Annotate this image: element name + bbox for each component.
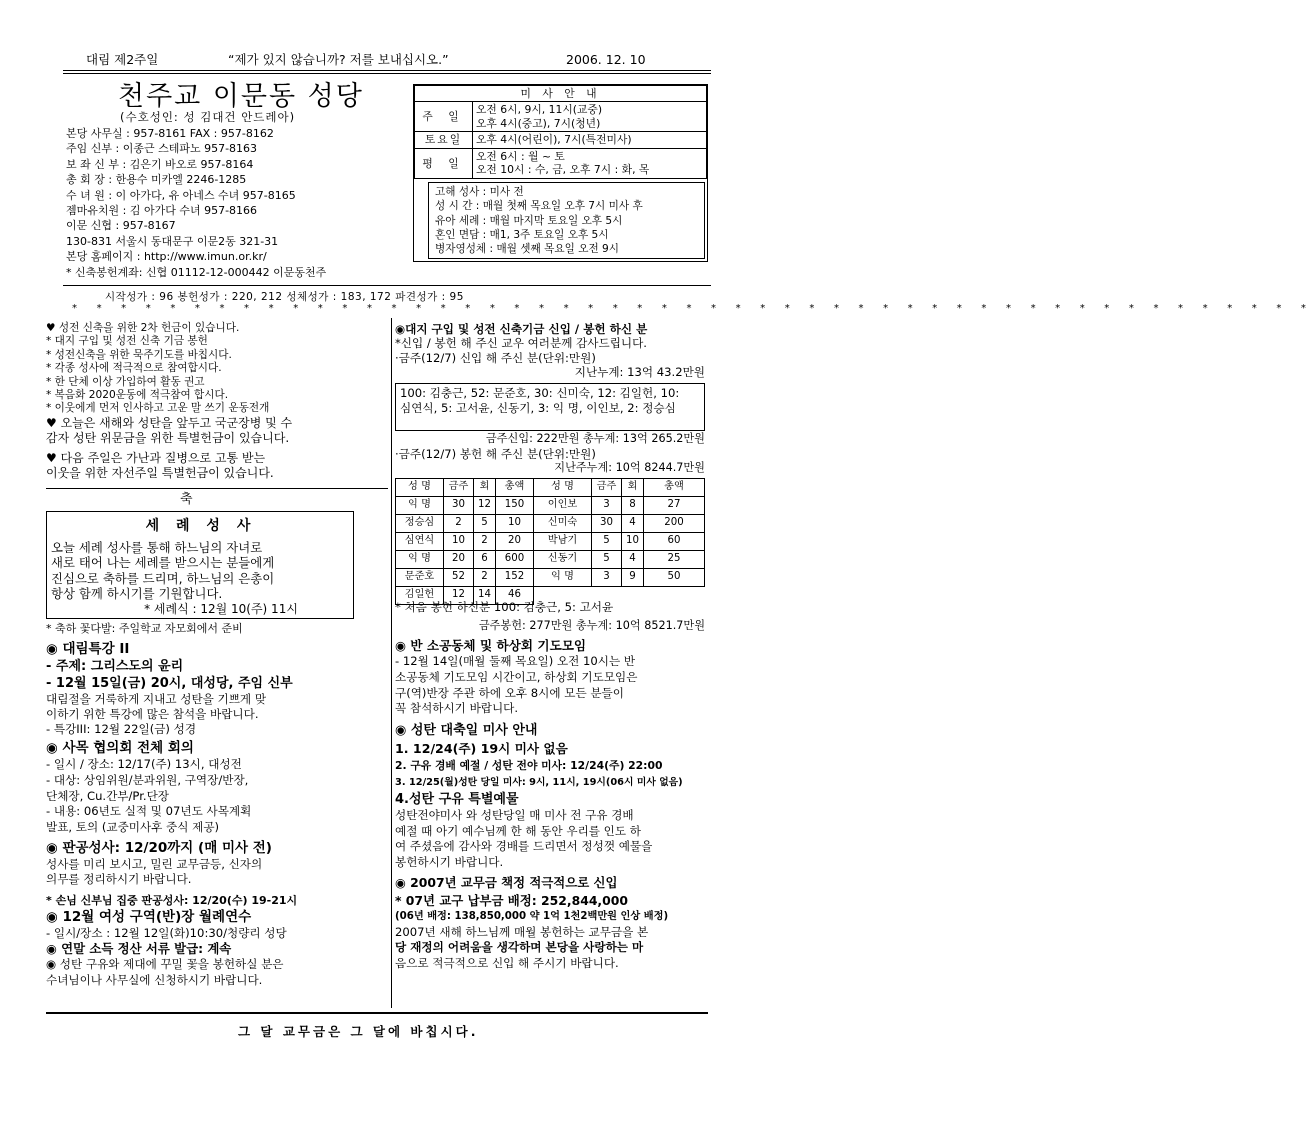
council-line: - 대상: 상임위원/분과위원, 구역장/반장, xyxy=(46,772,249,787)
table-cell: 30 xyxy=(592,515,622,533)
table-cell: 2 xyxy=(474,569,496,587)
table-cell: 46 xyxy=(496,587,534,605)
table-cell: 12 xyxy=(474,497,496,515)
bulletin-date: 2006. 12. 10 xyxy=(566,52,646,67)
notice-line: 감자 성탄 위문금을 위한 특별헌금이 있습니다. xyxy=(46,431,290,446)
table-cell: 이인보 xyxy=(534,497,592,515)
table-cell: 정승심 xyxy=(396,515,444,533)
sacrament-line: 고해 성사 : 미사 전 xyxy=(435,185,524,198)
table-cell: 9 xyxy=(622,569,644,587)
baptism-box xyxy=(46,511,354,619)
offer-total: 지난주누계: 10억 8244.7만원 xyxy=(554,461,705,474)
prayer-line: 꼭 참석하시기 바랍니다. xyxy=(395,701,519,716)
hymn-numbers: 시작성가 : 96 봉헌성가 : 220, 212 성체성가 : 183, 172 파견성가 : 95 xyxy=(105,291,464,303)
flowers-note: * 축하 꽃다발: 주일학교 자모회에서 준비 xyxy=(46,622,243,635)
table-cell: 10 xyxy=(496,515,534,533)
staff-line: 보 좌 신 부 : 김은기 바오로 957-8164 xyxy=(66,157,254,171)
baptism-title: 세 례 성 사 xyxy=(145,518,257,534)
women-line: - 일시/장소 : 12월 12일(화)10:30/청량리 성당 xyxy=(46,925,287,940)
liturgical-week: 대림 제2주일 xyxy=(86,52,159,67)
notice-line: ♥ 성전 신축을 위한 2차 헌금이 있습니다. xyxy=(46,322,240,334)
header-rule-2 xyxy=(63,73,711,74)
xmas-line: 1. 12/24(주) 19시 미사 없음 xyxy=(395,741,568,757)
table-cell: 4 xyxy=(622,515,644,533)
staff-line: 젬마유치원 : 김 아가다 수녀 957-8166 xyxy=(66,204,258,218)
table-cell: 익 명 xyxy=(534,569,592,587)
table-cell: 심연식 xyxy=(396,533,444,551)
gift-line: 봉헌하시기 바랍니다. xyxy=(395,854,504,869)
table-cell: 50 xyxy=(644,569,705,587)
table-row xyxy=(396,515,705,533)
new-donors-box: 100: 김충근, 52: 문준호, 30: 신미숙, 12: 김일헌, 10: 심연식, 5: 고서윤, 신동기, 3: 익 명, 이인보, 2: 정승심 xyxy=(395,383,705,431)
sacrament-line: 성 시 간 : 매월 첫째 목요일 오후 7시 미사 후 xyxy=(435,200,643,213)
xmas-line: 4.성탄 구유 특별예물 xyxy=(395,792,519,808)
staff-directory xyxy=(66,126,411,280)
table-cell: 152 xyxy=(496,569,534,587)
table-cell: 5 xyxy=(592,533,622,551)
table-cell: 6 xyxy=(474,551,496,569)
notice-line: * 각종 성사에 적극적으로 참여합시다. xyxy=(46,362,222,375)
sacrament-line: 병자영성체 : 매월 셋째 목요일 오전 9시 xyxy=(435,243,620,256)
council-title: ◉ 사목 협의회 전체 회의 xyxy=(46,740,194,756)
table-cell: 2 xyxy=(444,515,474,533)
table-cell: 60 xyxy=(644,533,705,551)
prayer-line: - 12월 14일(매월 둘째 목요일) 오전 10시는 반 xyxy=(395,654,636,668)
first-offer: * 처음 봉헌 하신분 100: 김충근, 5: 고서윤 xyxy=(395,600,614,614)
table-header: 금주 xyxy=(444,479,474,497)
table-cell: 2 xyxy=(474,533,496,551)
table-cell: 5 xyxy=(474,515,496,533)
notice-line: 이웃을 위한 자선주일 특별헌금이 있습니다. xyxy=(46,466,274,481)
women-title: ◉ 12월 여성 구역(반)장 월례연수 xyxy=(46,908,252,925)
mass-time: 오후 4시(중고), 7시(청년) xyxy=(476,116,601,130)
land-title: ◉대지 구입 및 성전 신축기금 신입 / 봉헌 하신 분 xyxy=(395,322,648,336)
tax-line: 수녀님이나 사무실에 신청하시기 바랍니다. xyxy=(46,972,263,987)
prayer-title: ◉ 반 소공동체 및 하상회 기도모임 xyxy=(395,638,587,653)
congrats-label: 축 xyxy=(180,492,193,507)
table-header: 성 명 xyxy=(396,479,444,497)
mass-day: 평 일 xyxy=(415,148,473,178)
notice-line: ♥ 오늘은 새해와 성탄을 앞두고 국군장병 및 수 xyxy=(46,415,293,430)
table-cell: 10 xyxy=(622,533,644,551)
council-line: 발표, 토의 (교중미사후 중식 제공) xyxy=(46,820,220,835)
confession-line: 성사를 미리 보시고, 밀린 교무금등, 신자의 xyxy=(46,856,263,871)
table-header: 총액 xyxy=(644,479,705,497)
council-line: - 일시 / 장소: 12/17(주) 13시, 대성전 xyxy=(46,757,242,771)
tax-title: ◉ 연말 소득 정산 서류 발급: 계속 xyxy=(46,941,232,957)
staff-line: 본당 홈페이지 : http://www.imun.or.kr/ xyxy=(66,250,267,264)
table-cell: 200 xyxy=(644,515,705,533)
offer-line: ·금주(12/7) 봉헌 해 주신 분(단위:만원) xyxy=(395,446,596,461)
table-header: 성 명 xyxy=(534,479,592,497)
left-column-lower xyxy=(46,622,392,988)
table-header: 총액 xyxy=(496,479,534,497)
table-cell: 27 xyxy=(644,497,705,515)
dues-line: 당 재정의 어려움을 생각하며 본당을 사랑하는 마 xyxy=(395,940,644,955)
table-cell: 문준호 xyxy=(396,569,444,587)
column-divider xyxy=(391,318,392,1008)
prayer-line: 소공동체 기도모임 시간이고, 하상회 기도모임은 xyxy=(395,669,638,684)
baptism-line: 새로 태어 나는 세례를 받으시는 분들에게 xyxy=(51,555,275,570)
table-cell: 3 xyxy=(592,569,622,587)
advent-line: - 특강III: 12월 22일(금) 성경 xyxy=(46,722,197,736)
confession-line: 의무를 정리하시기 바랍니다. xyxy=(46,872,192,887)
section-rule xyxy=(63,285,711,286)
gift-line: 예절 때 아기 예수님께 한 해 동안 우리를 인도 하 xyxy=(395,823,641,838)
council-line: - 내용: 06년도 실적 및 07년도 사목계획 xyxy=(46,804,252,819)
table-row xyxy=(396,551,705,569)
notice-line: * 성전신축을 위한 묵주기도를 바칩시다. xyxy=(46,348,232,361)
advent-line: 대림절을 거룩하게 지내고 성탄을 기쁘게 맞 xyxy=(46,692,267,706)
table-cell: 30 xyxy=(444,497,474,515)
advent-line: - 12월 15일(금) 20시, 대성당, 주임 신부 xyxy=(46,676,293,691)
mass-time: 오전 6시, 9시, 11시(교중) xyxy=(476,103,603,117)
table-cell: 10 xyxy=(444,533,474,551)
offer-sum: 금주봉헌: 277만원 총누계: 10억 8521.7만원 xyxy=(478,619,705,632)
table-cell: 5 xyxy=(592,551,622,569)
staff-line: 주임 신부 : 이종근 스테파노 957-8163 xyxy=(66,142,258,156)
left-column xyxy=(46,322,392,482)
baptism-line: 항상 함께 하시기를 기원합니다. xyxy=(51,586,223,601)
star-divider: * * * * * * * * * * * * * * * * * * * * * * * * * * * * * * * * * * * * * * * * * * * * * * * * * * * xyxy=(72,303,1314,314)
table-cell: 14 xyxy=(474,587,496,605)
advent-title: ◉ 대림특강 II xyxy=(46,641,130,657)
xmas-line: 3. 12/25(월)성탄 당일 미사: 9시, 11시, 19시(06시 미사 없음) xyxy=(395,777,683,789)
dues-line: * 07년 교구 납부금 배정: 252,844,000 xyxy=(395,892,629,908)
mass-day: 토요일 xyxy=(415,132,473,148)
guest-priest-note: * 손님 신부님 집중 판공성사: 12/20(수) 19-21시 xyxy=(46,893,298,907)
parish-title: 천주교 이문동 성당 xyxy=(118,81,364,112)
table-cell: 25 xyxy=(644,551,705,569)
land-line: *신입 / 봉헌 해 주신 교우 여러분께 감사드립니다. xyxy=(395,336,647,350)
staff-line: 수 녀 원 : 이 아가다, 유 아네스 수녀 957-8165 xyxy=(66,188,296,202)
table-cell: 20 xyxy=(496,533,534,551)
table-row xyxy=(396,569,705,587)
mass-caption: 미 사 안 내 xyxy=(415,86,707,102)
footer-slogan: 그 달 교무금은 그 달에 바칩시다. xyxy=(238,1024,479,1039)
mass-day: 주 일 xyxy=(415,102,473,132)
table-row xyxy=(396,497,705,515)
advent-line: - 주제: 그리스도의 윤리 xyxy=(46,659,184,674)
dues-line: 2007년 새해 하느님께 매월 봉헌하는 교무금을 본 xyxy=(395,924,649,939)
table-cell: 익 명 xyxy=(396,551,444,569)
sacrament-line: 혼인 면담 : 매1, 3주 토요일 오후 5시 xyxy=(435,228,609,241)
staff-line: 본당 사무실 : 957-8161 FAX : 957-8162 xyxy=(66,127,274,140)
weekly-quote: “제가 있지 않습니까? 저를 보내십시오.” xyxy=(228,52,449,67)
xmas-line: 2. 구유 경배 예절 / 성탄 전야 미사: 12/24(주) 22:00 xyxy=(395,759,663,773)
table-cell: 신미숙 xyxy=(534,515,592,533)
table-header: 금주 xyxy=(592,479,622,497)
table-cell: 익 명 xyxy=(396,497,444,515)
sacrament-schedule xyxy=(428,182,705,259)
table-cell: 박남기 xyxy=(534,533,592,551)
staff-line: * 신축봉헌계좌: 신협 01112-12-000442 이문동천주 xyxy=(66,265,327,279)
table-cell: 3 xyxy=(592,497,622,515)
right-column-lower xyxy=(395,600,705,971)
land-total: 지난누계: 13억 43.2만원 xyxy=(574,365,705,379)
sacrament-line: 유아 세례 : 매월 마지막 토요일 오후 5시 xyxy=(435,214,623,227)
notice-line: * 이웃에게 먼저 인사하고 고운 말 쓰기 운동전개 xyxy=(46,402,270,415)
table-cell: 12 xyxy=(444,587,474,605)
footer-rule xyxy=(46,1012,708,1014)
right-column xyxy=(395,322,705,380)
table-header: 회 xyxy=(474,479,496,497)
mass-time: 오전 10시 : 수, 금, 오후 7시 : 화, 목 xyxy=(476,163,650,177)
mass-time: 오전 6시 : 월 ~ 토 xyxy=(476,149,565,163)
table-cell: 20 xyxy=(444,551,474,569)
notice-line: * 복음화 2020운동에 적극참여 합시다. xyxy=(46,389,229,402)
staff-line: 총 회 장 : 한용수 미카엘 2246-1285 xyxy=(66,173,247,187)
xmas-title: ◉ 성탄 대축일 미사 안내 xyxy=(395,723,538,739)
mass-time: 오후 4시(어린이), 7시(특전미사) xyxy=(473,132,707,148)
baptism-line: 진심으로 축하를 드리며, 하느님의 은총이 xyxy=(51,570,275,586)
table-cell: 150 xyxy=(496,497,534,515)
notice-line: ♥ 다음 주일은 가난과 질병으로 고통 받는 xyxy=(46,450,266,465)
baptism-date: * 세례식 : 12월 10(주) 11시 xyxy=(144,601,298,616)
gift-line: 여 주셨음에 감사와 경배를 드리면서 정성껏 예물을 xyxy=(395,839,653,854)
table-cell: 600 xyxy=(496,551,534,569)
council-line: 단체장, Cu.간부/Pr.단장 xyxy=(46,788,169,803)
confession-title: ◉ 판공성사: 12/20까지 (매 미사 전) xyxy=(46,839,272,856)
notice-line: * 한 단체 이상 가입하여 활동 권고 xyxy=(46,375,205,388)
new-sum: 금주신입: 222만원 총누계: 13억 265.2만원 xyxy=(485,432,705,445)
baptism-line: 오늘 세례 성사를 통해 하느님의 자녀로 xyxy=(51,539,263,555)
prayer-line: 구(역)반장 주관 하에 오후 8시에 모든 분들이 xyxy=(395,685,624,700)
staff-line: 130-831 서울시 동대문구 이문2동 321-31 xyxy=(66,234,279,248)
mass-schedule xyxy=(413,84,708,262)
right-column-sums xyxy=(395,432,705,476)
table-header-row xyxy=(396,479,705,497)
gift-line: 성탄전야미사 와 성탄당일 매 미사 전 구유 경배 xyxy=(395,808,634,823)
table-row xyxy=(396,533,705,551)
dues-line: 음으로 적극적으로 신입 해 주시기 바랍니다. xyxy=(395,955,619,970)
staff-line: 이문 신협 : 957-8167 xyxy=(66,219,176,233)
table-cell: 4 xyxy=(622,551,644,569)
table-cell: 8 xyxy=(622,497,644,515)
advent-line: 이하기 위한 특강에 많은 참석을 바랍니다. xyxy=(46,707,259,721)
table-cell: 김일헌 xyxy=(396,587,444,605)
tax-line: ◉ 성탄 구유와 제대에 꾸밀 꽃을 봉헌하실 분은 xyxy=(46,957,284,972)
header-rule xyxy=(63,70,711,71)
table-cell: 52 xyxy=(444,569,474,587)
table-cell: 신동기 xyxy=(534,551,592,569)
land-line: ·금주(12/7) 신입 해 주신 분(단위:만원) xyxy=(395,350,596,365)
offering-table xyxy=(395,478,705,605)
notice-line: * 대지 구입 및 성전 신축 기금 봉헌 xyxy=(46,335,208,348)
dues-title: ◉ 2007년 교무금 책정 적극적으로 신입 xyxy=(395,874,618,890)
patron-saint: (수호성인: 성 김대건 안드레아) xyxy=(120,110,296,124)
table-header: 회 xyxy=(622,479,644,497)
congrats-rule xyxy=(46,488,388,489)
dues-line: (06년 배정: 138,850,000 약 1억 1천2백만원 인상 배정) xyxy=(395,910,669,922)
